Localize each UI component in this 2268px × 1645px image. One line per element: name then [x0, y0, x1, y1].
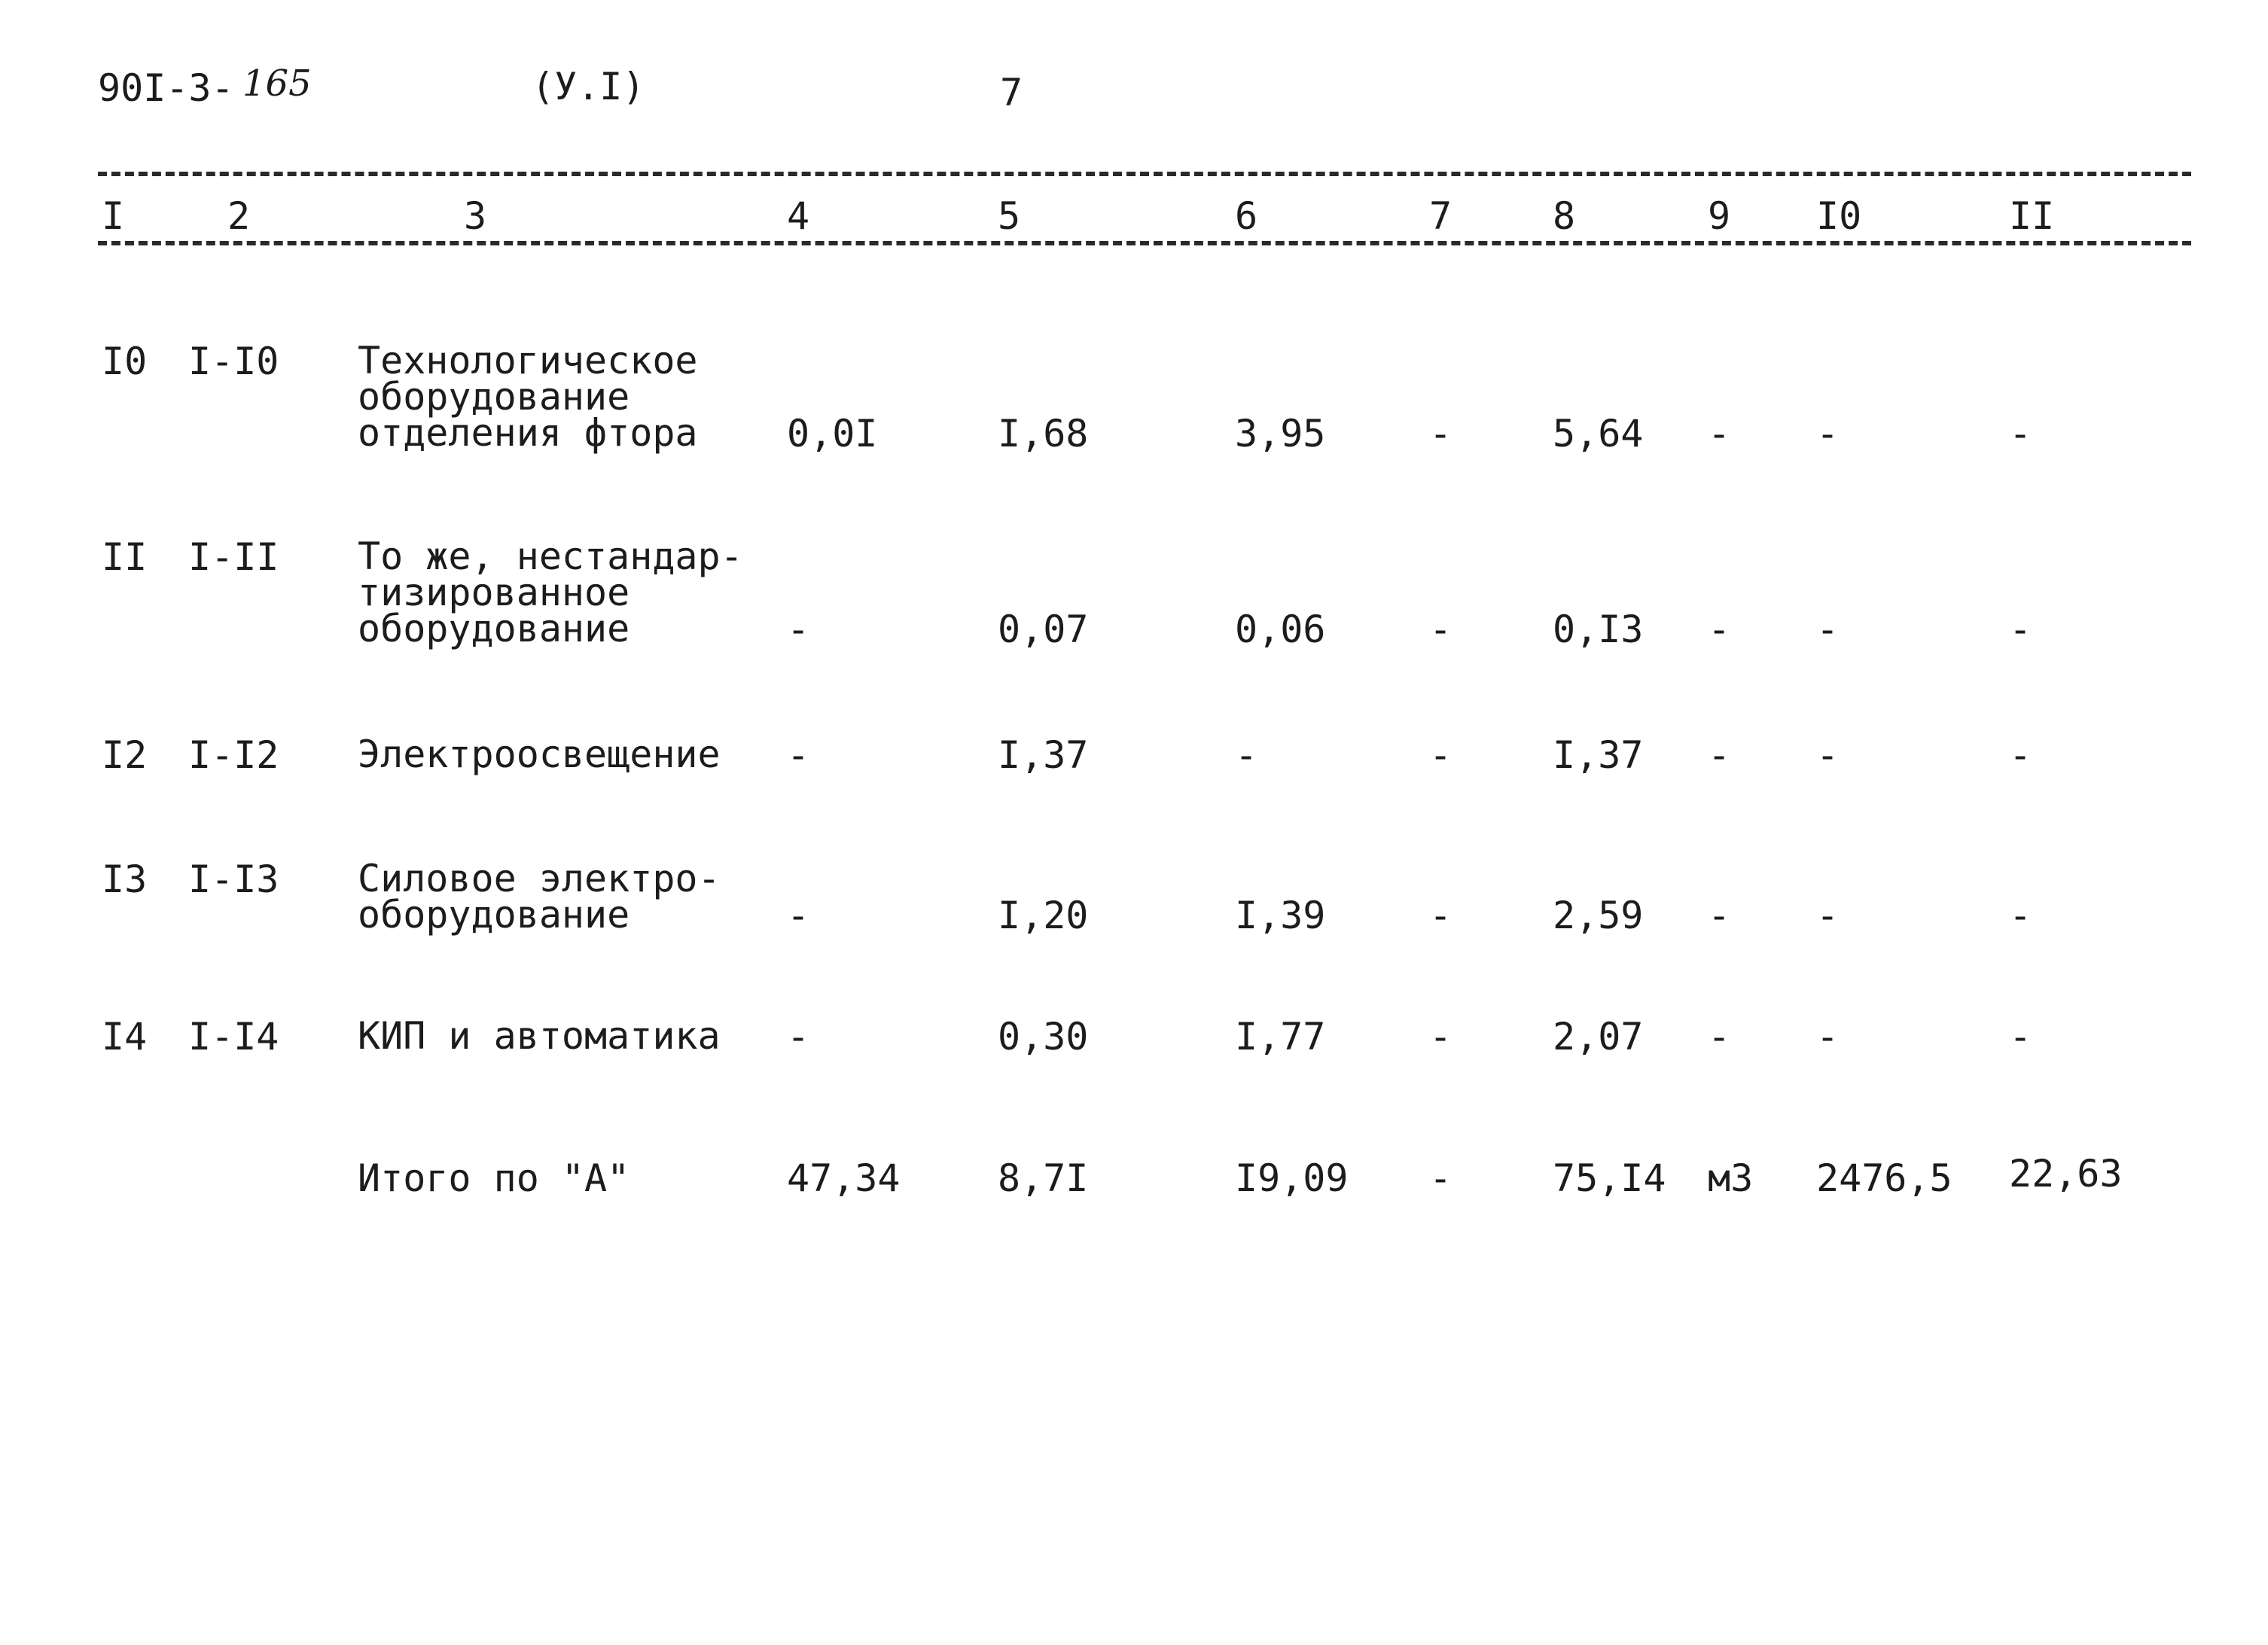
row-number: I3	[102, 858, 148, 901]
cell-col11: -	[2009, 412, 2032, 455]
cell-col11: -	[2009, 1015, 2032, 1059]
col-header-3: 3	[464, 194, 487, 238]
cell-col5: 0,30	[998, 1015, 1089, 1059]
document-code: 90I-3-	[98, 66, 234, 110]
row-code: I-I4	[188, 1015, 279, 1059]
cell-col10: -	[1816, 1015, 1840, 1059]
cell-col9: -	[1708, 608, 1731, 651]
col-header-7: 7	[1429, 194, 1453, 238]
header-top-rule	[98, 172, 2191, 176]
row-code: I-I2	[188, 733, 279, 777]
cell-col9: -	[1708, 1015, 1731, 1059]
row-code: I-II	[188, 535, 279, 579]
cell-col4: -	[787, 733, 810, 777]
variant-label: (У.I)	[532, 65, 645, 108]
row-description-line: Силовое электро-	[358, 857, 721, 900]
col-header-10: I0	[1816, 194, 1862, 238]
total-col9-unit: м3	[1708, 1156, 1754, 1200]
col-header-9: 9	[1708, 194, 1731, 238]
cell-col8: 5,64	[1553, 412, 1644, 455]
cell-col7: -	[1429, 733, 1453, 777]
handwritten-number: 165	[242, 62, 312, 105]
col-header-4: 4	[787, 194, 810, 238]
cell-col4: -	[787, 894, 810, 937]
row-number: I2	[102, 733, 148, 777]
cell-col4: 0,0I	[787, 412, 878, 455]
col-header-8: 8	[1553, 194, 1576, 238]
cell-col8: 2,07	[1553, 1015, 1644, 1059]
row-description-line: отделения фтора	[358, 411, 698, 455]
cell-col5: 0,07	[998, 608, 1089, 651]
row-description-line: Электроосвещение	[358, 733, 721, 776]
row-code: I-I3	[188, 858, 279, 901]
row-description-line: тизированное	[358, 571, 630, 614]
col-header-11: II	[2009, 194, 2055, 238]
cell-col7: -	[1429, 412, 1453, 455]
cell-col9: -	[1708, 733, 1731, 777]
cell-col4: -	[787, 608, 810, 651]
row-description-line: оборудование	[358, 893, 630, 937]
cell-col6: 3,95	[1235, 412, 1326, 455]
row-description-line: Технологическое	[358, 339, 698, 382]
cell-col4: -	[787, 1015, 810, 1059]
total-col5: 8,7I	[998, 1156, 1089, 1200]
cell-col6: I,39	[1235, 894, 1326, 937]
col-header-1: I	[102, 194, 125, 238]
cell-col10: -	[1816, 894, 1840, 937]
cell-col7: -	[1429, 894, 1453, 937]
cell-col7: -	[1429, 1015, 1453, 1059]
row-number: II	[102, 535, 148, 579]
row-description-line: оборудование	[358, 607, 630, 650]
cell-col10: -	[1816, 733, 1840, 777]
total-col7: -	[1429, 1156, 1453, 1200]
total-label: Итого по "А"	[358, 1156, 630, 1200]
cell-col7: -	[1429, 608, 1453, 651]
cell-col11: -	[2009, 733, 2032, 777]
header-bottom-rule	[98, 241, 2191, 245]
cell-col9: -	[1708, 894, 1731, 937]
row-description-line: оборудование	[358, 375, 630, 419]
cell-col5: I,37	[998, 733, 1089, 777]
row-number: I0	[102, 340, 148, 383]
total-col11: 22,63	[2009, 1152, 2123, 1196]
row-number: I4	[102, 1015, 148, 1059]
total-col10: 2476,5	[1816, 1156, 1952, 1200]
cell-col6: 0,06	[1235, 608, 1326, 651]
page-number: 7	[1000, 71, 1023, 114]
row-description-line: КИП и автоматика	[358, 1014, 721, 1058]
cell-col9: -	[1708, 412, 1731, 455]
cell-col10: -	[1816, 412, 1840, 455]
cell-col8: I,37	[1553, 733, 1644, 777]
total-col6: I9,09	[1235, 1156, 1349, 1200]
cell-col5: I,20	[998, 894, 1089, 937]
total-col4: 47,34	[787, 1156, 901, 1200]
cell-col5: I,68	[998, 412, 1089, 455]
col-header-2: 2	[227, 194, 251, 238]
row-description-line: То же, нестандар-	[358, 535, 743, 578]
cell-col8: 2,59	[1553, 894, 1644, 937]
cell-col8: 0,I3	[1553, 608, 1644, 651]
cell-col11: -	[2009, 608, 2032, 651]
cell-col10: -	[1816, 608, 1840, 651]
cell-col11: -	[2009, 894, 2032, 937]
col-header-6: 6	[1235, 194, 1258, 238]
total-col8: 75,I4	[1553, 1156, 1666, 1200]
col-header-5: 5	[998, 194, 1021, 238]
cell-col6: -	[1235, 733, 1258, 777]
cell-col6: I,77	[1235, 1015, 1326, 1059]
row-code: I-I0	[188, 340, 279, 383]
